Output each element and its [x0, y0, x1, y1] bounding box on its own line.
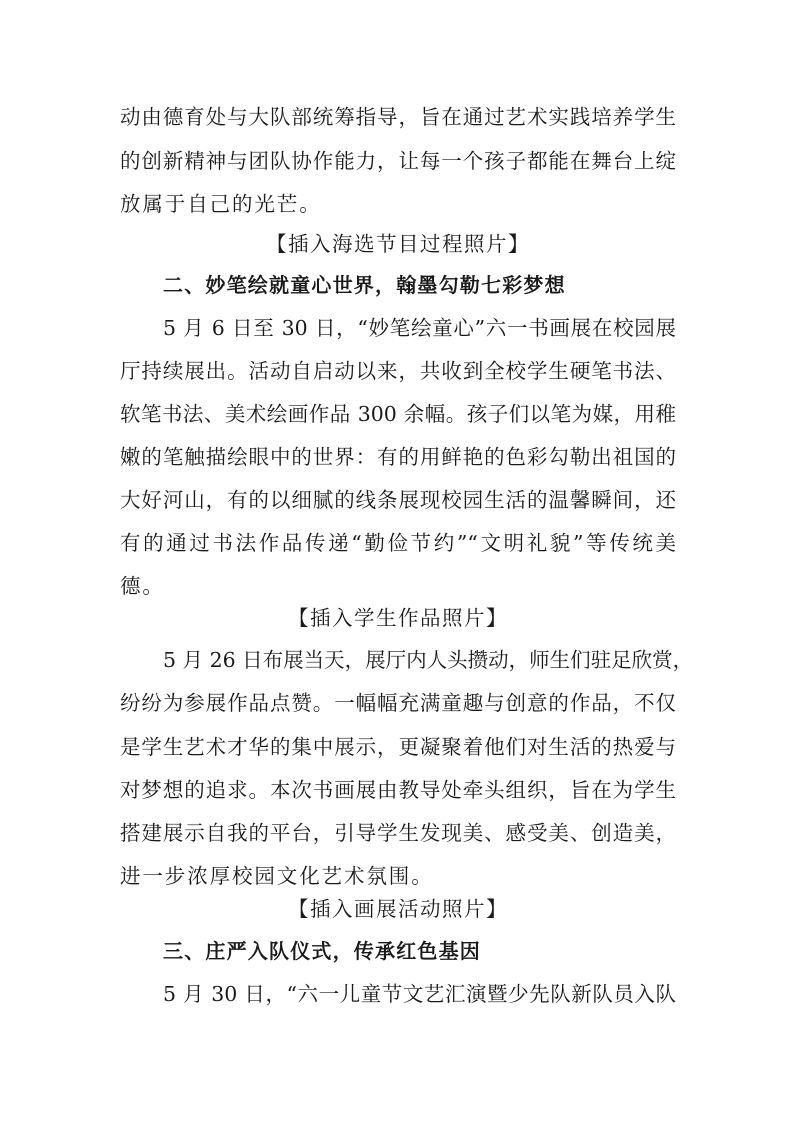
paragraph-line: 放属于自己的光芒。	[120, 192, 322, 216]
paragraph-line: 进一步浓厚校园文化艺术氛围。	[120, 864, 434, 888]
paragraph-line: 是学生艺术才华的集中展示，更凝聚着他们对生活的热爱与	[120, 735, 676, 759]
section-heading: 二、妙笔绘就童心世界，翰墨勾勒七彩梦想	[163, 273, 566, 297]
paragraph-line: 大好河山，有的以细腻的线条展现校园生活的温馨瞬间，还	[120, 488, 676, 512]
paragraph-line: 5 月 26 日布展当天，展厅内人头攒动，师生们驻足欣赏，	[163, 648, 694, 672]
paragraph-line: 软笔书法、美术绘画作品 300 余幅。孩子们以笔为媒，用稚	[120, 402, 676, 426]
paragraph-line: 的创新精神与团队协作能力，让每一个孩子都能在舞台上绽	[120, 149, 676, 173]
section-heading: 三、庄严入队仪式，传承红色基因	[163, 939, 481, 963]
paragraph-line: 5 月 6 日至 30 日，“妙笔绘童心”六一书画展在校园展	[163, 316, 676, 340]
paragraph-line: 德。	[120, 574, 165, 598]
paragraph-line: 动由德育处与大队部统筹指导，旨在通过艺术实践培养学生	[120, 105, 676, 129]
paragraph-line: 有的通过书法作品传递“勤俭节约”“文明礼貌”等传统美	[120, 531, 676, 555]
paragraph-line: 厅持续展出。活动自启动以来，共收到全校学生硬笔书法、	[120, 359, 676, 383]
paragraph-line: 嫩的笔触描绘眼中的世界：有的用鲜艳的色彩勾勒出祖国的	[120, 445, 676, 469]
photo-placeholder-caption: 【插入画展活动照片】	[288, 897, 508, 921]
paragraph-line: 搭建展示自我的平台，引导学生发现美、感受美、创造美，	[120, 821, 676, 845]
paragraph-line: 对梦想的追求。本次书画展由教导处牵头组织，旨在为学生	[120, 778, 676, 802]
photo-placeholder-caption: 【插入海选节目过程照片】	[266, 232, 530, 256]
paragraph-line: 5 月 30 日，“六一儿童节文艺汇演暨少先队新队员入队	[163, 982, 676, 1006]
photo-placeholder-caption: 【插入学生作品照片】	[288, 606, 508, 630]
paragraph-line: 纷纷为参展作品点赞。一幅幅充满童趣与创意的作品，不仅	[120, 691, 676, 715]
